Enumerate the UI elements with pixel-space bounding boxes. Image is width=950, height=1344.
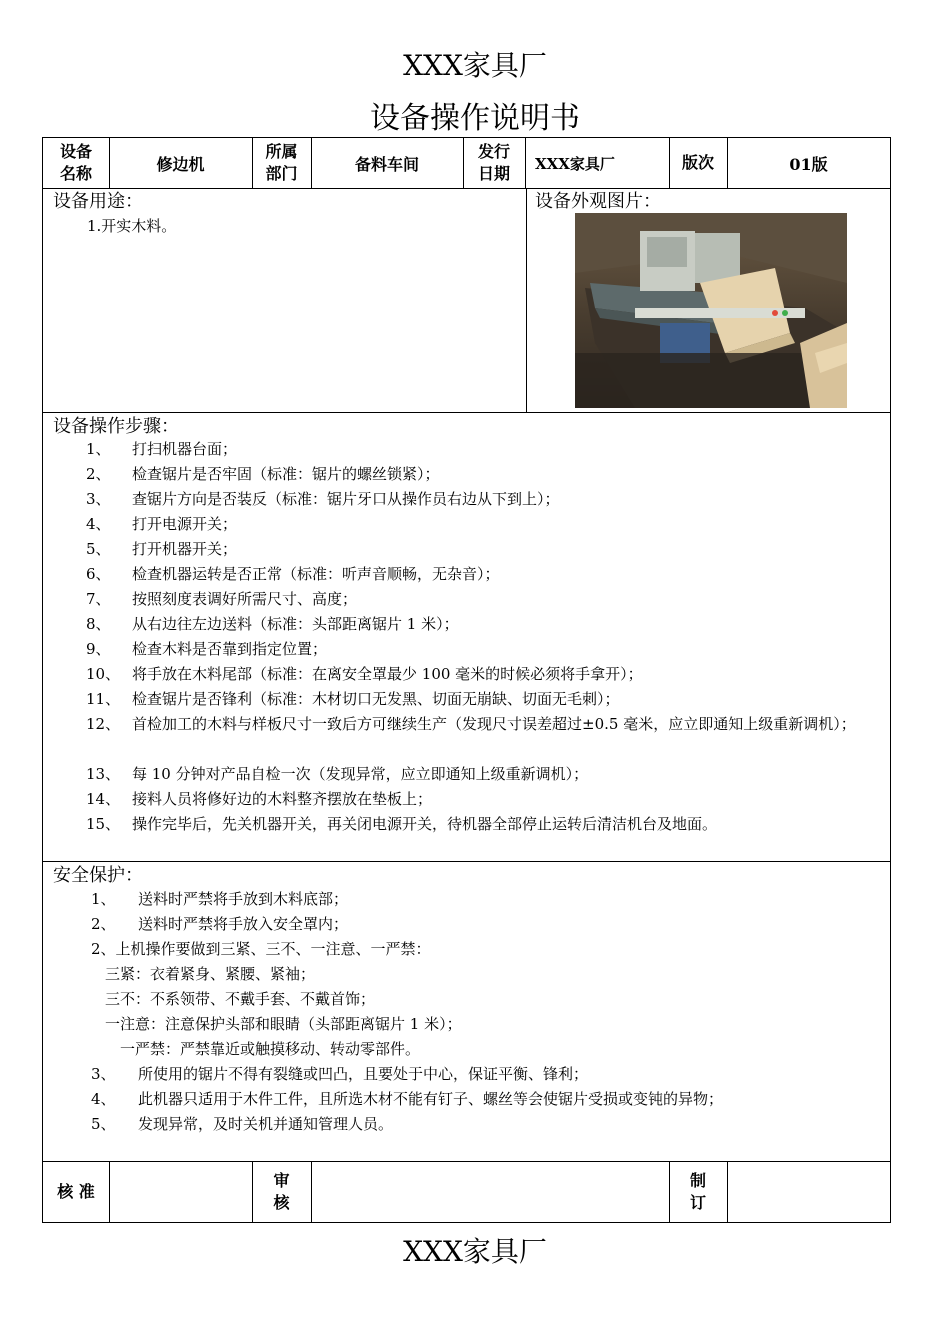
step-text: 检查锯片是否牢固（标准：锯片的螺丝锁紧）； <box>132 465 440 483</box>
safety-item: 2、上机操作要做到三紧、三不、一注意、一严禁： <box>91 940 431 958</box>
document-title: 设备操作说明书 <box>370 101 580 136</box>
safety-item: 一注意：注意保护头部和眼睛（头部距离锯片 1 米）； <box>105 1015 462 1033</box>
step-text: 按照刻度表调好所需尺寸、高度； <box>132 590 358 608</box>
review-signature-field[interactable] <box>311 1161 669 1222</box>
safety-item: 三紧：衣着紧身、紧腰、紧袖； <box>105 965 316 983</box>
machine-photo-image <box>575 213 847 408</box>
issue-date-label: 发行 日期 <box>477 142 510 183</box>
step-number: 12、 <box>86 715 121 733</box>
step-text: 检查机器运转是否正常（标准：听声音顺畅，无杂音）； <box>132 565 500 583</box>
step-number: 11、 <box>86 690 121 708</box>
step-number: 7、 <box>86 590 111 608</box>
department-label: 所属 部门 <box>265 142 298 183</box>
device-name-label: 设备 名称 <box>59 142 92 183</box>
make-signature-field[interactable] <box>727 1161 890 1222</box>
step-number: 6、 <box>86 565 111 583</box>
issue-date-value: XXX家具厂 <box>535 154 615 173</box>
step-text: 检查锯片是否锋利（标准：木材切口无发黑、切面无崩缺、切面无毛刺）； <box>132 690 620 708</box>
step-text: 接料人员将修好边的木料整齐摆放在垫板上； <box>132 790 433 808</box>
approve-signature-field[interactable] <box>109 1161 252 1222</box>
safety-item: 3、 所使用的锯片不得有裂缝或凹凸，且要处于中心，保证平衡、锋利； <box>91 1065 589 1083</box>
safety-item: 1、 送料时严禁将手放到木料底部； <box>91 890 349 908</box>
safety-item: 5、 发现异常，及时关机并通知管理人员。 <box>91 1115 394 1133</box>
step-number: 15、 <box>86 815 121 833</box>
step-text: 打开电源开关； <box>132 515 238 533</box>
rule-info-bottom <box>43 188 890 189</box>
safety-item: 三不：不系领带、不戴手套、不戴首饰； <box>105 990 376 1008</box>
step-number: 8、 <box>86 615 111 633</box>
safety-item: 2、 送料时严禁将手放入安全罩内； <box>91 915 349 933</box>
safety-item: 一严禁：严禁靠近或触摸移动、转动零部件。 <box>120 1040 421 1058</box>
rule-usage-bottom <box>43 412 890 413</box>
step-number: 10、 <box>86 665 121 683</box>
step-number: 3、 <box>86 490 111 508</box>
step-text: 打开机器开关； <box>132 540 238 558</box>
steps-title: 设备操作步骤： <box>53 416 179 437</box>
safety-item: 4、 此机器只适用于木件工件，且所选木材不能有钉子、螺丝等会使锯片受损或变钝的异物； <box>91 1090 724 1108</box>
machine-photo <box>575 213 847 408</box>
usage-item: 1.开实木料。 <box>87 217 177 235</box>
step-number: 4、 <box>86 515 111 533</box>
step-number: 1、 <box>86 440 111 458</box>
rule-steps-bottom <box>43 861 890 862</box>
appearance-title: 设备外观图片： <box>535 191 661 212</box>
company-name-header: XXX家具厂 <box>403 49 547 82</box>
step-text: 操作完毕后，先关机器开关，再关闭电源开关，待机器全部停止运转后清洁机台及地面。 <box>132 815 718 833</box>
make-label: 制 订 <box>689 1170 706 1212</box>
department-value: 备料车间 <box>354 154 419 174</box>
company-name-footer: XXX家具厂 <box>403 1235 547 1268</box>
step-text: 检查木料是否靠到指定位置； <box>132 640 328 658</box>
step-number: 14、 <box>86 790 121 808</box>
version-label: 版次 <box>681 153 714 172</box>
step-text: 首检加工的木料与样板尺寸一致后方可继续生产（发现尺寸误差超过±0.5 毫米，应立即通知上级重新调机）； <box>132 715 856 733</box>
step-text: 打扫机器台面； <box>132 440 238 458</box>
step-text: 每 10 分钟对产品自检一次（发现异常，应立即通知上级重新调机）； <box>132 765 589 783</box>
usage-image-divider <box>526 188 527 412</box>
device-name-value: 修边机 <box>156 154 205 174</box>
approve-label: 核 准 <box>57 1181 95 1201</box>
step-number: 13、 <box>86 765 121 783</box>
review-label: 审 核 <box>273 1170 290 1212</box>
step-number: 5、 <box>86 540 111 558</box>
usage-title: 设备用途： <box>53 191 143 212</box>
step-number: 9、 <box>86 640 111 658</box>
safety-title: 安全保护： <box>53 865 143 886</box>
version-value: 01版 <box>789 154 828 174</box>
step-text: 从右边往左边送料（标准：头部距离锯片 1 米）； <box>132 615 459 633</box>
step-text: 查锯片方向是否装反（标准：锯片牙口从操作员右边从下到上）； <box>132 490 560 508</box>
step-text: 将手放在木料尾部（标准：在离安全罩最少 100 毫米的时候必须将手拿开）； <box>132 665 643 683</box>
step-number: 2、 <box>86 465 111 483</box>
